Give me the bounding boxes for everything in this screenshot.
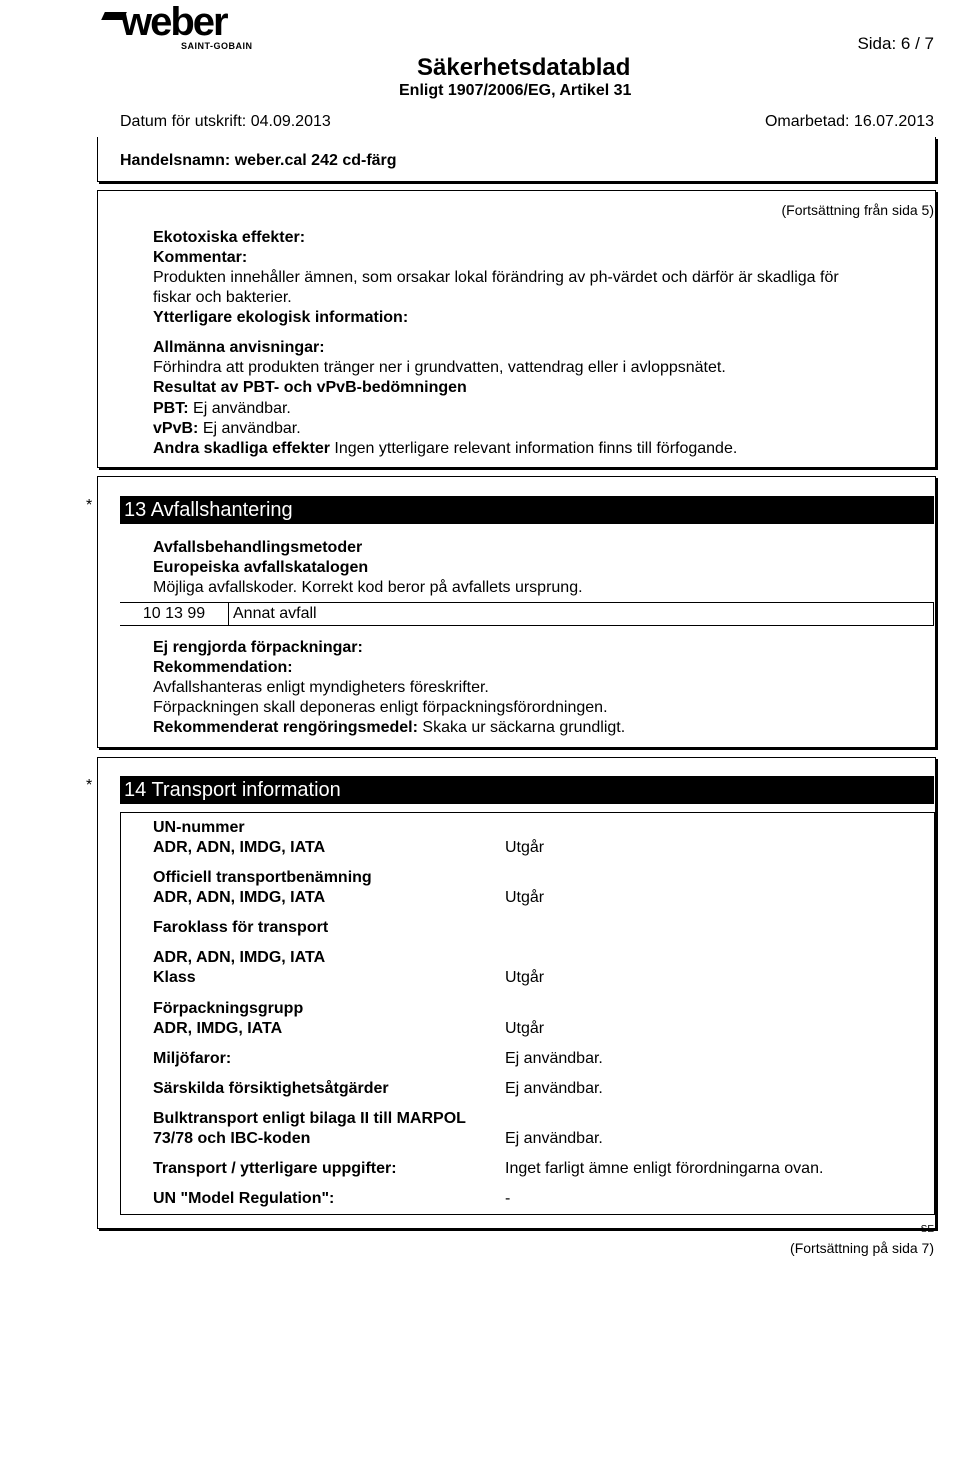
section-13-title: 13 Avfallshantering (120, 496, 934, 524)
section-14-title: 14 Transport information (120, 776, 934, 804)
hazard-class-regs: ADR, ADN, IMDG, IATA (153, 949, 326, 966)
model-regulation-value: - (505, 1190, 511, 1207)
packing-group-label: Förpackningsgrupp (153, 1000, 304, 1017)
recommendation-label: Rekommendation: (153, 659, 293, 676)
environmental-hazards-value: Ej användbar. (505, 1050, 603, 1067)
model-regulation-label: UN "Model Regulation": (153, 1190, 335, 1207)
further-info-label: Ytterligare ekologisk information: (153, 309, 409, 326)
pbt-value: Ej användbar. (193, 400, 291, 417)
special-precautions-label: Särskilda försiktighetsåtgärder (153, 1080, 389, 1097)
cleaning-agent-row (153, 719, 625, 737)
vpvb-value: Ej användbar. (202, 420, 301, 437)
revised-date: Omarbetad: 16.07.2013 (764, 113, 934, 130)
additional-info-label: Transport / ytterligare uppgifter: (153, 1160, 397, 1177)
un-number-label: UN-nummer (153, 819, 245, 836)
vpvb-label: vPvB: (153, 420, 199, 437)
pbt-row (153, 400, 291, 418)
section-13-changed-marker: * (86, 497, 93, 514)
comment-line-1: Produkten innehåller ämnen, som orsakar lokal förändring av ph-värdet och därför är skadliga för (153, 269, 839, 286)
document-title: Säkerhetsdatablad (417, 54, 631, 81)
section-14-changed-marker: * (86, 777, 93, 794)
waste-code: 10 13 99 (120, 603, 229, 626)
shipping-name-label: Officiell transportbenämning (153, 869, 372, 886)
table-row (120, 603, 934, 626)
cleaning-agent-value: Skaka ur säckarna grundligt. (422, 719, 626, 736)
other-effects-label: Andra skadliga effekter (153, 440, 330, 457)
special-precautions-value: Ej användbar. (505, 1080, 603, 1097)
bulk-transport-label-1: Bulktransport enligt bilaga II till MARPOL (153, 1110, 466, 1127)
hazard-class-sub: Klass (153, 969, 196, 986)
comment-line-2: fiskar och bakterier. (153, 289, 292, 306)
shipping-name-regs: ADR, ADN, IMDG, IATA (153, 889, 326, 906)
un-number-value: Utgår (505, 839, 545, 856)
comment-label: Kommentar: (153, 249, 248, 266)
language-code: SE (920, 1224, 934, 1235)
print-date: Datum för utskrift: 04.09.2013 (120, 113, 331, 130)
continued-to: (Fortsättning på sida 7) (790, 1240, 934, 1256)
packing-group-regs: ADR, IMDG, IATA (153, 1020, 283, 1037)
trade-name: Handelsnamn: weber.cal 242 cd-färg (120, 152, 397, 169)
disposal-methods-label: Avfallsbehandlingsmetoder (153, 539, 363, 556)
shipping-name-value: Utgår (505, 889, 545, 906)
cleaning-agent-label: Rekommenderat rengöringsmedel: (153, 719, 418, 736)
bulk-transport-label-2: 73/78 och IBC-koden (153, 1130, 311, 1147)
weber-logo (103, 0, 253, 52)
other-effects-value: Ingen ytterligare relevant information finns till förfogande. (334, 440, 738, 457)
vpvb-row (153, 420, 301, 438)
general-notes-text: Förhindra att produkten tränger ner i grundvatten, vattendrag eller i avloppsnätet. (153, 359, 726, 376)
page-number: Sida: 6 / 7 (857, 34, 934, 53)
waste-catalog-label: Europeiska avfallskatalogen (153, 559, 369, 576)
general-notes-label: Allmänna anvisningar: (153, 339, 325, 356)
hazard-class-value: Utgår (505, 969, 545, 986)
recommendation-line-1: Avfallshanteras enligt myndigheters föreskrifter. (153, 679, 489, 696)
pbt-label: PBT: (153, 400, 189, 417)
recommendation-line-2: Förpackningen skall deponeras enligt förpackningsförordningen. (153, 699, 608, 716)
logo-subtext: SAINT-GOBAIN (181, 41, 253, 51)
uncleaned-packaging-label: Ej rengjorda förpackningar: (153, 639, 363, 656)
ecotox-label: Ekotoxiska effekter: (153, 229, 306, 246)
waste-catalog-text: Möjliga avfallskoder. Korrekt kod beror på avfallets ursprung. (153, 579, 583, 596)
waste-description: Annat avfall (229, 603, 934, 626)
document-subtitle: Enligt 1907/2006/EG, Artikel 31 (399, 82, 632, 99)
hazard-class-label: Faroklass för transport (153, 919, 329, 936)
waste-code-table (120, 602, 934, 626)
bulk-transport-value: Ej användbar. (505, 1130, 603, 1147)
packing-group-value: Utgår (505, 1020, 545, 1037)
other-effects-row (153, 440, 737, 458)
pbt-heading: Resultat av PBT- och vPvB-bedömningen (153, 379, 467, 396)
un-number-regs: ADR, ADN, IMDG, IATA (153, 839, 326, 856)
additional-info-value: Inget farligt ämne enligt förordningarna ovan. (505, 1160, 824, 1177)
continued-from: (Fortsättning från sida 5) (781, 202, 934, 218)
environmental-hazards-label: Miljöfaror: (153, 1050, 232, 1067)
logo-text: weber (121, 0, 227, 44)
